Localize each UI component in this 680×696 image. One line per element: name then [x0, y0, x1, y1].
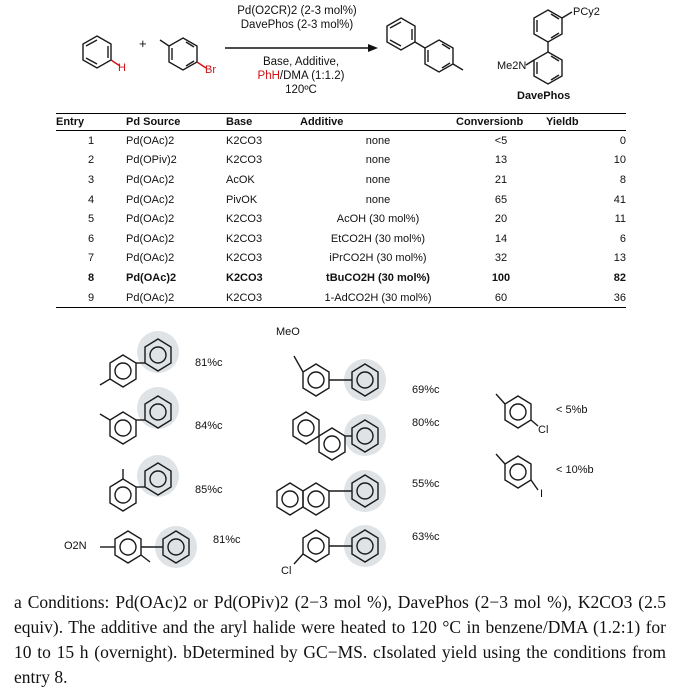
solvent-phh: PhH	[257, 70, 280, 82]
yield-product-5: 69%c	[412, 384, 440, 396]
cell-pd-source: Pd(OAc)2	[126, 173, 175, 186]
cell-yield: 10	[613, 154, 626, 167]
table-body	[56, 131, 626, 308]
cell-pd-source: Pd(OAc)2	[126, 252, 175, 265]
catalyst-text: Pd(O2CR)2 (2-3 mol%)	[237, 5, 357, 17]
conditions-top	[232, 4, 362, 32]
yield-aryl-chloride: < 5%b	[556, 404, 588, 416]
ligand-text: DavePhos (2-3 mol%)	[240, 19, 354, 31]
cell-additive: 1-AdCO2H (30 mol%)	[324, 291, 432, 304]
cell-additive: none	[365, 193, 391, 206]
cell-conversion: 32	[494, 252, 508, 265]
cell-additive: iPrCO2H (30 mol%)	[329, 252, 427, 265]
meo-label: MeO	[276, 326, 300, 338]
cell-pd-source: Pd(OAc)2	[126, 232, 175, 245]
cell-base: K2CO3	[226, 291, 263, 304]
pcy2-label: PCy2	[573, 6, 600, 18]
table-row	[56, 268, 626, 288]
cell-entry: 5	[87, 213, 95, 226]
reaction-arrow	[225, 44, 378, 52]
aryl-iodide-structure	[496, 454, 538, 490]
o2n-label: O2N	[64, 540, 87, 552]
table-row	[56, 131, 626, 151]
cell-base: K2CO3	[226, 154, 263, 167]
table-row	[56, 209, 626, 229]
header-base: Base	[226, 114, 300, 131]
cell-entry: 6	[87, 232, 95, 245]
cell-conversion: 21	[494, 173, 508, 186]
base-additive-text: Base, Additive,	[262, 56, 340, 68]
cell-additive: tBuCO2H (30 mol%)	[326, 271, 430, 284]
aryl-bromide-structure	[160, 38, 206, 70]
cell-conversion: <5	[494, 134, 508, 147]
cell-additive: none	[365, 134, 391, 147]
yield-aryl-iodide: < 10%b	[556, 464, 594, 476]
yield-product-1: 81%c	[195, 357, 223, 369]
optimization-table	[56, 113, 626, 308]
cell-base: K2CO3	[226, 232, 263, 245]
cell-pd-source: Pd(OAc)2	[126, 193, 175, 206]
cell-base: K2CO3	[226, 213, 263, 226]
table-row	[56, 288, 626, 308]
header-conversion: Conversionb	[456, 114, 546, 131]
header-yield: Yieldb	[546, 114, 626, 131]
yield-product-8: 63%c	[412, 531, 440, 543]
cell-conversion: 20	[494, 213, 508, 226]
cell-entry: 3	[87, 173, 95, 186]
cell-entry: 2	[87, 154, 95, 167]
table-header-row	[56, 114, 626, 131]
table-row	[56, 229, 626, 249]
cell-conversion: 13	[494, 154, 508, 167]
solvent-text	[236, 69, 366, 83]
product-structure	[387, 18, 463, 72]
cell-pd-source: Pd(OAc)2	[126, 134, 175, 147]
cell-conversion: 14	[494, 232, 508, 245]
table-row	[56, 249, 626, 269]
cell-yield: 0	[619, 134, 626, 147]
cell-conversion: 65	[494, 193, 508, 206]
yield-product-4: 81%c	[213, 534, 241, 546]
solvent-dma: /DMA (1:1.2)	[279, 70, 345, 82]
yield-product-6: 80%c	[412, 417, 440, 429]
cell-yield: 13	[613, 252, 626, 265]
aryl-chloride-structure	[496, 394, 538, 428]
table-row	[56, 151, 626, 171]
cell-base: K2CO3	[226, 271, 263, 284]
cell-base: AcOK	[226, 173, 255, 186]
cell-conversion: 60	[494, 291, 508, 304]
table-row	[56, 190, 626, 210]
h-label: H	[118, 62, 126, 74]
davephos-structure	[526, 10, 572, 84]
ligand-name: DavePhos	[517, 90, 571, 102]
plus-sign: +	[139, 36, 147, 51]
nme2-label: Me2N	[497, 60, 527, 72]
footnote: a Conditions: Pd(OAc)2 or Pd(OPiv)2 (2−3 mol %), DavePhos (2−3 mol %), K2CO3 (2.5 equiv). The additive and the aryl halide were heated to 120 °C in benzene/DMA (1.2:1) for 10 to 15 h (overnight). bDetermined by GC−MS. cIsolated yield using the conditions from entry 8.	[14, 592, 666, 687]
cl-label-product: Cl	[281, 565, 292, 577]
yield-product-2: 84%c	[195, 420, 223, 432]
cell-additive: AcOH (30 mol%)	[336, 213, 420, 226]
cell-additive: none	[365, 154, 391, 167]
cell-base: PivOK	[226, 193, 258, 206]
table-row	[56, 170, 626, 190]
cell-entry: 4	[87, 193, 95, 206]
cell-entry: 1	[87, 134, 95, 147]
header-entry: Entry	[56, 114, 126, 131]
cell-entry: 7	[87, 252, 95, 265]
br-label: Br	[205, 64, 216, 76]
cell-additive: EtCO2H (30 mol%)	[330, 232, 426, 245]
cell-pd-source: Pd(OPiv)2	[126, 154, 177, 167]
cell-yield: 36	[613, 291, 626, 304]
header-pd-source: Pd Source	[126, 114, 226, 131]
cell-conversion: 100	[491, 271, 511, 284]
cell-yield: 11	[614, 213, 626, 226]
cell-pd-source: Pd(OAc)2	[126, 291, 175, 304]
cell-entry: 8	[87, 271, 95, 284]
yield-product-3: 85%c	[195, 484, 223, 496]
cell-additive: none	[365, 173, 391, 186]
cell-yield: 6	[619, 232, 626, 245]
temperature-text: 120ºC	[285, 84, 317, 96]
cell-pd-source: Pd(OAc)2	[126, 271, 177, 284]
cell-yield: 8	[619, 173, 626, 186]
yield-product-7: 55%c	[412, 478, 440, 490]
cell-yield: 41	[613, 193, 626, 206]
cell-yield: 82	[613, 271, 626, 284]
cell-base: K2CO3	[226, 134, 263, 147]
benzene-structure	[83, 36, 120, 68]
header-additive: Additive	[300, 114, 456, 131]
cell-entry: 9	[87, 291, 95, 304]
i-label: I	[540, 488, 544, 500]
cell-base: K2CO3	[226, 252, 263, 265]
cl-label-halide: Cl	[538, 424, 549, 436]
conditions-bottom	[236, 55, 366, 97]
cell-pd-source: Pd(OAc)2	[126, 213, 175, 226]
